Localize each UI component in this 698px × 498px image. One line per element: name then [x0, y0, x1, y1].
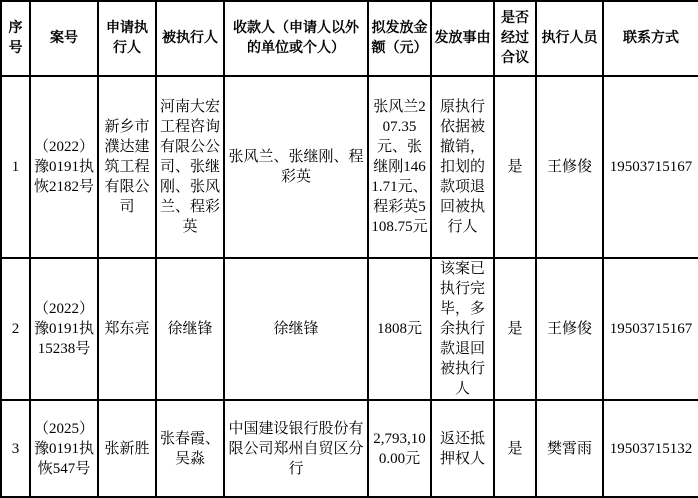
cell-officer: 樊霄雨 — [536, 400, 603, 497]
cell-officer: 王修俊 — [536, 76, 603, 258]
cell-case-no: （2022）豫0191执恢2182号 — [30, 76, 98, 258]
cell-amount: 1808元 — [368, 258, 431, 400]
col-header-case-no: 案号 — [30, 1, 98, 76]
cell-payee: 中国建设银行股份有限公司郑州自贸区分行 — [224, 400, 368, 497]
cell-payee: 张风兰、张继刚、程彩英 — [224, 76, 368, 258]
cell-contact: 19503715167 — [603, 258, 698, 400]
col-header-reason: 发放事由 — [431, 1, 494, 76]
col-header-payee: 收款人（申请人以外的单位或个人） — [224, 1, 368, 76]
col-header-contact: 联系方式 — [603, 1, 698, 76]
cell-contact: 19503715132 — [603, 400, 698, 497]
cell-officer: 王修俊 — [536, 258, 603, 400]
header-row — [1, 1, 698, 76]
cell-reason: 原执行依据被撤销，扣划的款项退回被执行人 — [431, 76, 494, 258]
cell-deliberation: 是 — [494, 400, 536, 497]
cell-deliberation: 是 — [494, 76, 536, 258]
col-header-deliberation: 是否经过合议 — [494, 1, 536, 76]
cell-case-no: （2025）豫0191执恢547号 — [30, 400, 98, 497]
cell-applicant: 新乡市濮达建筑工程有限公司 — [98, 76, 156, 258]
cell-executee: 徐继锋 — [156, 258, 224, 400]
col-header-applicant: 申请执行人 — [98, 1, 156, 76]
cell-amount: 2,793,100.00元 — [368, 400, 431, 497]
cell-executee: 河南大宏工程咨询有限公公司、张继刚、张风兰、程彩英 — [156, 76, 224, 258]
cell-payee: 徐继锋 — [224, 258, 368, 400]
table-row — [1, 76, 698, 258]
cell-seq: 1 — [1, 76, 30, 258]
table-body — [1, 76, 698, 497]
table-header — [1, 1, 698, 76]
cell-reason: 返还抵押权人 — [431, 400, 494, 497]
table-row — [1, 400, 698, 497]
col-header-seq: 序号 — [1, 1, 30, 76]
cell-contact: 19503715167 — [603, 76, 698, 258]
cell-case-no: （2022）豫0191执15238号 — [30, 258, 98, 400]
cell-applicant: 张新胜 — [98, 400, 156, 497]
cell-deliberation: 是 — [494, 258, 536, 400]
cell-reason: 该案已执行完毕，多余执行款退回被执行人 — [431, 258, 494, 400]
col-header-officer: 执行人员 — [536, 1, 603, 76]
cell-applicant: 郑东亮 — [98, 258, 156, 400]
cell-amount: 张风兰207.35元、张继刚1461.71元、程彩英5108.75元 — [368, 76, 431, 258]
col-header-executee: 被执行人 — [156, 1, 224, 76]
table-row — [1, 258, 698, 400]
col-header-amount: 拟发放金额（元） — [368, 1, 431, 76]
cell-seq: 3 — [1, 400, 30, 497]
cell-executee: 张春霞、吴淼 — [156, 400, 224, 497]
cell-seq: 2 — [1, 258, 30, 400]
